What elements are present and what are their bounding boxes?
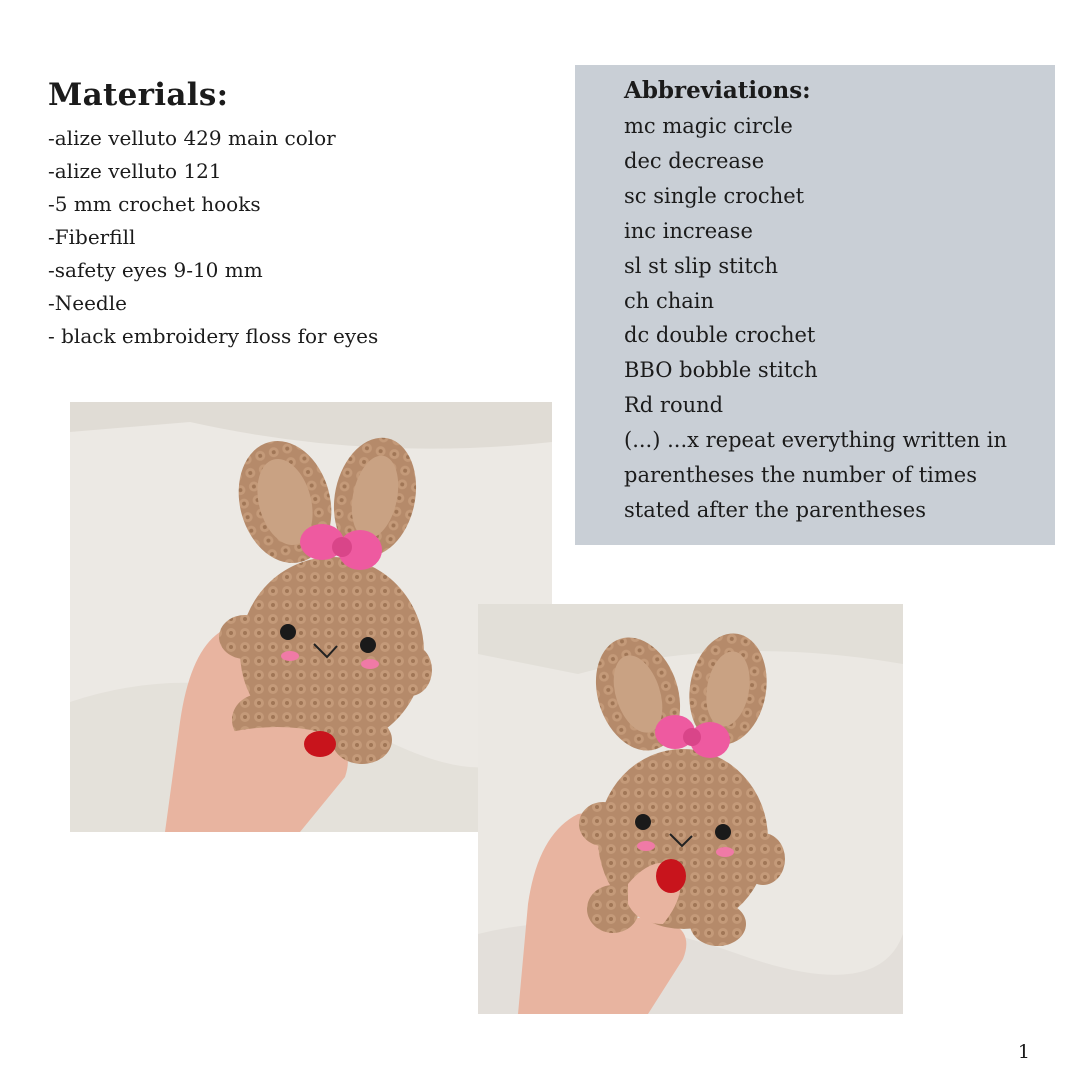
abbreviation-item: BBO bobble stitch	[624, 358, 818, 383]
page-number: 1	[1017, 1041, 1030, 1063]
abbreviation-item: sc single crochet	[624, 183, 805, 208]
abbreviations-panel	[575, 65, 1055, 545]
materials-title: Materials:	[48, 77, 229, 113]
materials-item: - black embroidery floss for eyes	[48, 324, 379, 348]
materials-item: -alize velluto 121	[48, 159, 222, 183]
abbreviation-item: stated after the parentheses	[624, 497, 926, 522]
abbreviations-title: Abbreviations:	[624, 77, 811, 104]
materials-list	[48, 122, 548, 353]
materials-item: -safety eyes 9-10 mm	[48, 258, 263, 282]
abbreviation-item: parentheses the number of times	[624, 463, 977, 488]
abbreviation-item: ch chain	[624, 288, 715, 313]
abbreviation-item: mc magic circle	[624, 114, 793, 138]
bunny-photo-2	[478, 604, 903, 1014]
abbreviation-item: (...) ...x repeat everything written in	[624, 428, 1008, 453]
bunny-illustration	[478, 604, 903, 1014]
abbreviation-item: sl st slip stitch	[624, 253, 779, 278]
abbreviation-item: dec decrease	[624, 148, 765, 173]
materials-section	[48, 72, 548, 353]
materials-item: -Needle	[48, 291, 127, 315]
abbreviation-item: dc double crochet	[624, 323, 816, 348]
abbreviations-list	[624, 109, 1055, 528]
abbreviation-item: Rd round	[624, 393, 724, 418]
materials-item: -5 mm crochet hooks	[48, 192, 261, 216]
materials-item: -Fiberfill	[48, 225, 136, 249]
abbreviation-item: inc increase	[624, 218, 753, 243]
materials-item: -alize velluto 429 main color	[48, 126, 336, 150]
